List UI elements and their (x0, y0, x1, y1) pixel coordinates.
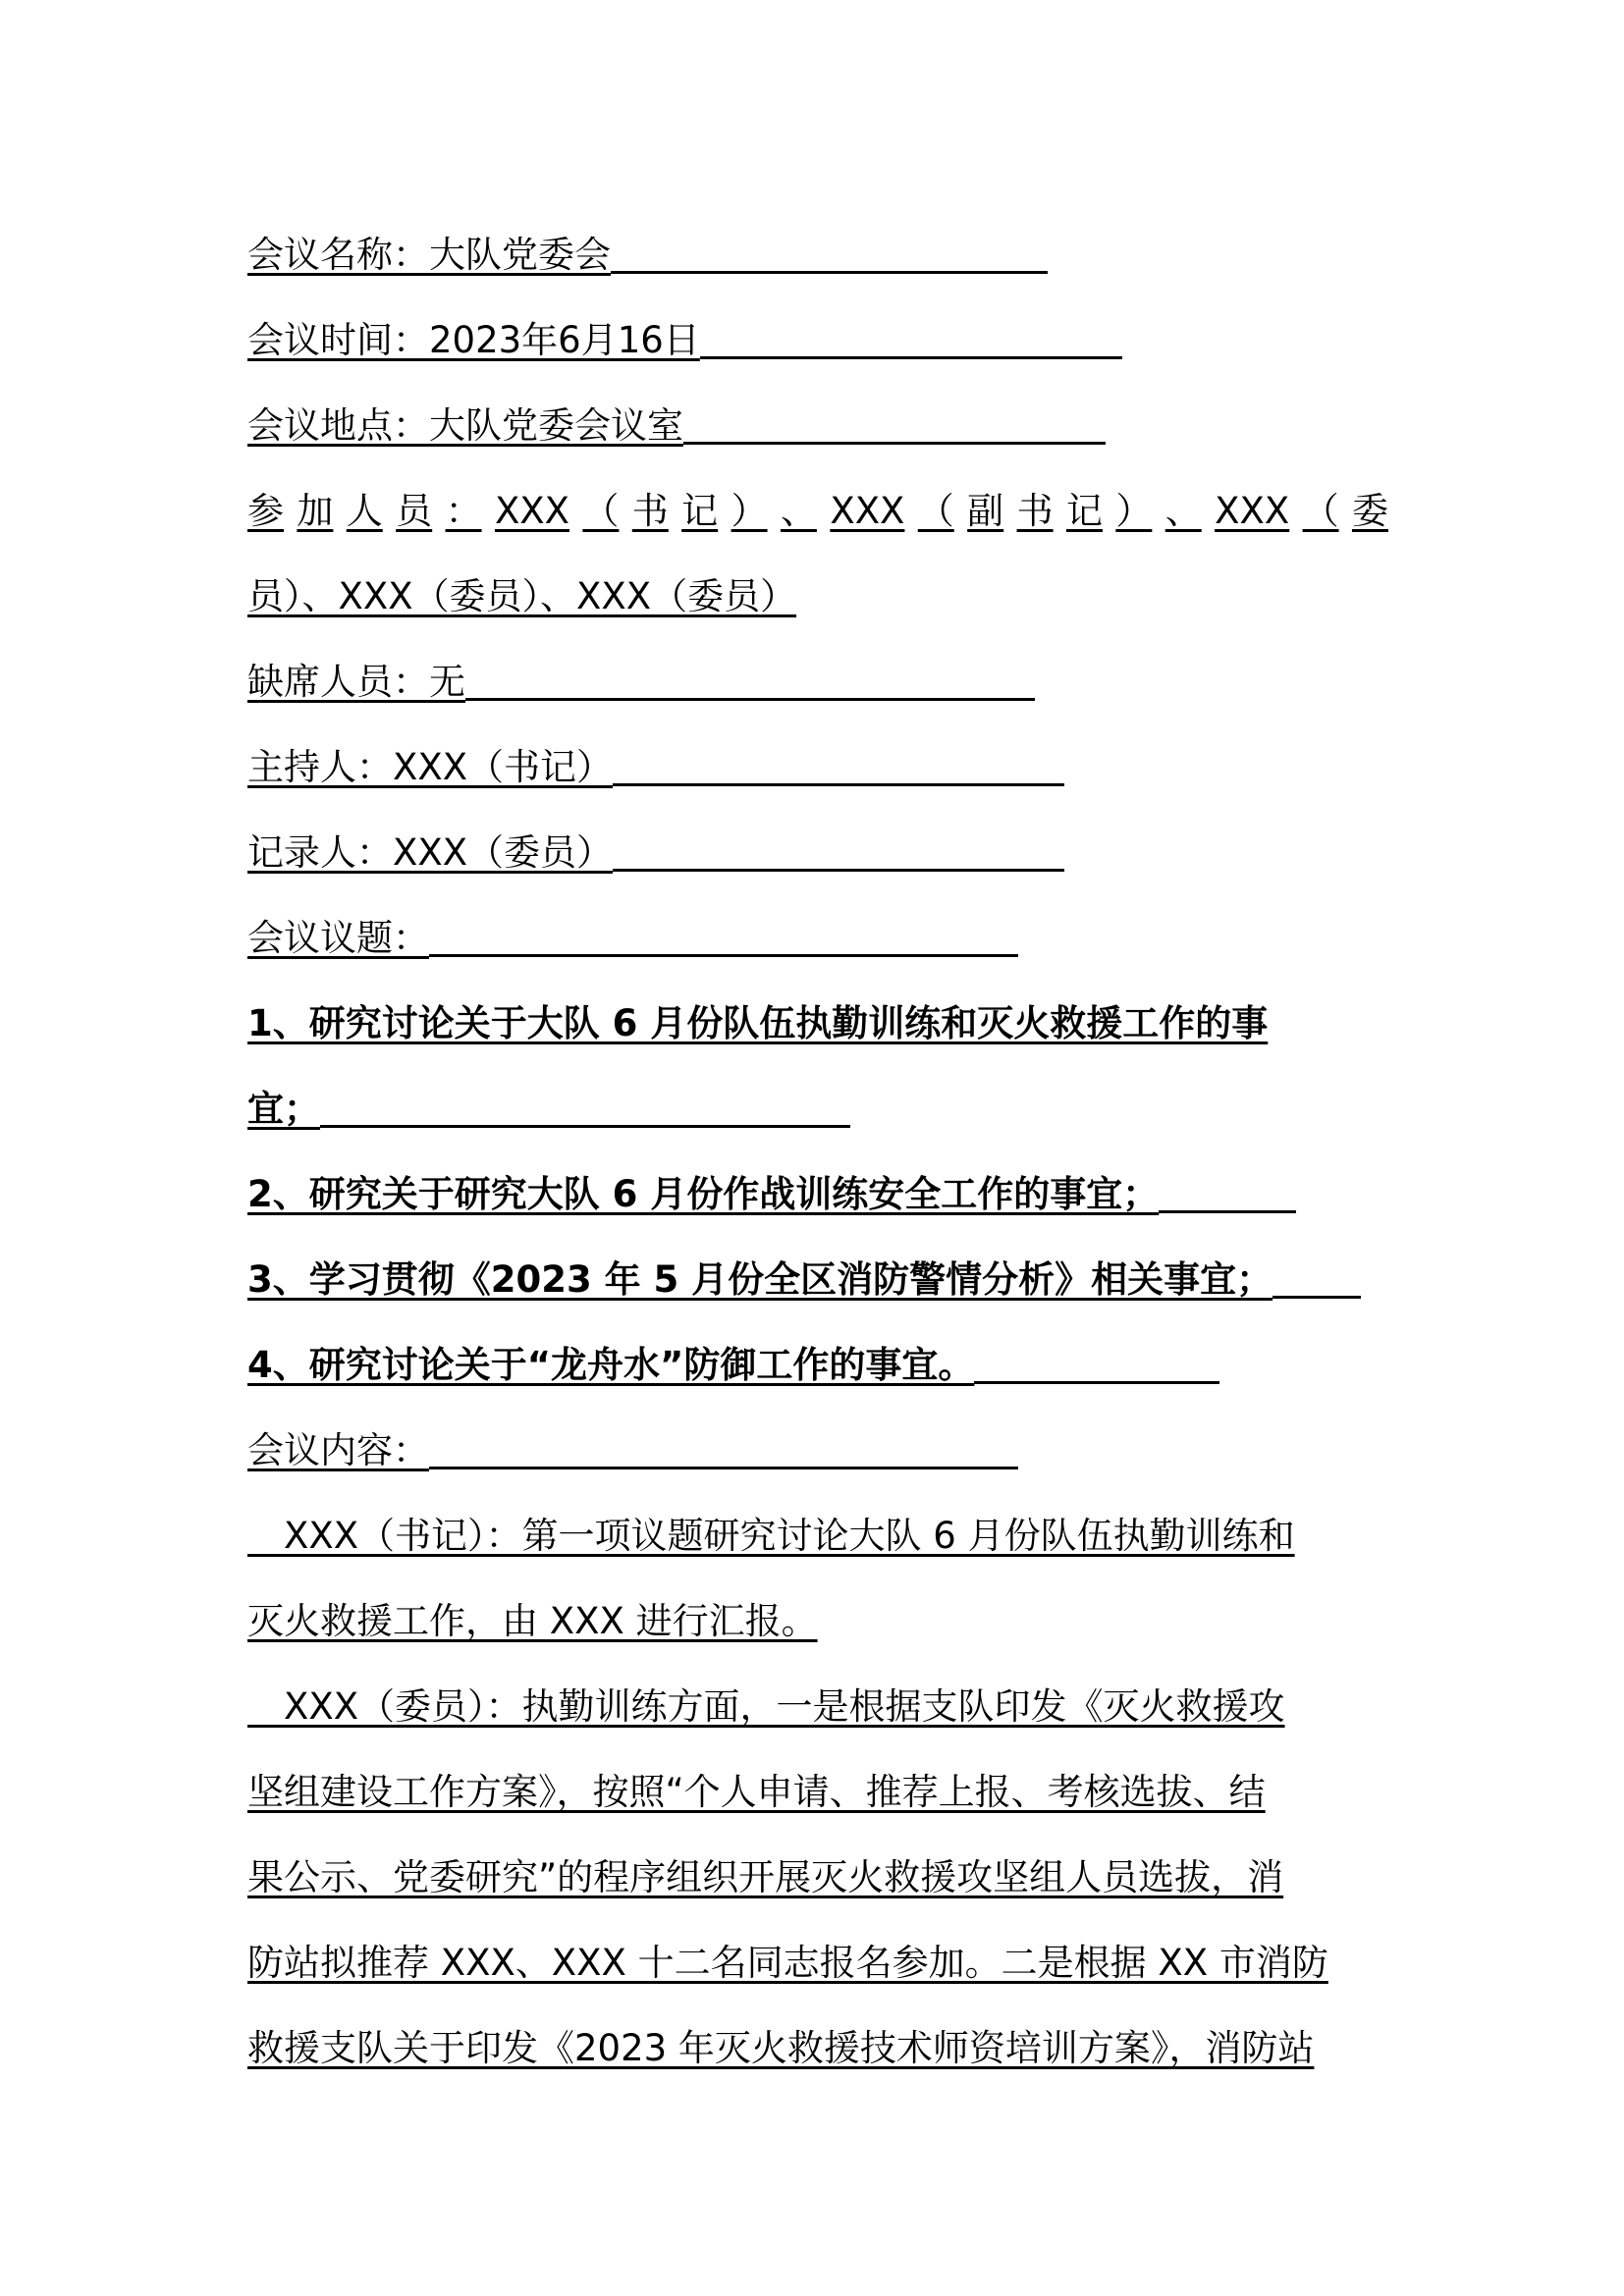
attendees-line-1 (247, 482, 1388, 541)
underline-fill (700, 311, 1122, 359)
absent-line (247, 653, 1035, 712)
content-text: XXX（书记）：第一项议题研究讨论大队 6 月份队伍执勤训练和 (247, 1515, 1295, 1557)
content-para-1-line-2 (247, 1592, 818, 1651)
underline-fill (1272, 1251, 1361, 1299)
attendees-char: （ (582, 490, 620, 532)
underline-fill (429, 1421, 1018, 1469)
meeting-location-label: 会议地点： (247, 404, 429, 447)
content-para-2-line-1 (247, 1678, 1285, 1736)
host-line (247, 738, 1064, 797)
recorder-line (247, 824, 1064, 882)
agenda-label-line (247, 909, 1018, 968)
agenda-item-2 (247, 1165, 1296, 1224)
agenda-item-text: 4、研究讨论关于“龙舟水”防御工作的事宜。 (247, 1344, 975, 1386)
content-label: 会议内容： (247, 1429, 429, 1471)
underline-fill (613, 738, 1064, 786)
content-para-2-line-4 (247, 1934, 1328, 1993)
attendees-char: XXX (494, 490, 569, 532)
content-text: XXX（委员）：执勤训练方面，一是根据支队印发《灭火救援攻 (247, 1685, 1285, 1728)
attendees-char: 、 (1164, 490, 1202, 532)
agenda-item-3 (247, 1251, 1361, 1309)
recorder-label: 记录人： (247, 831, 393, 874)
agenda-item-1-line-2 (247, 1080, 850, 1139)
underline-fill (611, 226, 1048, 274)
underline-fill (1159, 1165, 1296, 1213)
content-text: 坚组建设工作方案》，按照“个人申请、推荐上报、考核选拔、结 (247, 1771, 1266, 1813)
attendees-char: ） (731, 490, 768, 532)
attendees-continuation: 员）、XXX（委员）、XXX（委员） (247, 575, 797, 617)
attendees-char: 书 (631, 490, 669, 532)
underline-fill (465, 653, 1035, 701)
absent-label: 缺席人员： (247, 661, 429, 703)
content-para-2-line-3 (247, 1848, 1283, 1907)
content-text: 灭火救援工作，由 XXX 进行汇报。 (247, 1600, 818, 1642)
attendees-line-2 (247, 567, 796, 626)
agenda-item-text: 宜； (247, 1088, 320, 1130)
content-text: 果公示、党委研究”的程序组织开展灭火救援攻坚组人员选拔，消 (247, 1856, 1284, 1898)
attendees-char: 书 (1016, 490, 1054, 532)
agenda-item-4 (247, 1336, 1219, 1395)
content-text: 防站拟推荐 XXX、XXX 十二名同志报名参加。二是根据 XX 市消防 (247, 1942, 1328, 1984)
attendees-char: ） (1115, 490, 1153, 532)
meeting-name-line (247, 226, 1048, 285)
attendees-char: 、 (780, 490, 817, 532)
recorder-value: XXX（委员） (393, 831, 614, 874)
meeting-time-label: 会议时间： (247, 319, 429, 361)
meeting-time-value: 2023年6月16日 (429, 319, 700, 361)
agenda-item-text: 2、研究关于研究大队 6 月份作战训练安全工作的事宜； (247, 1173, 1160, 1215)
agenda-item-1-line-1 (247, 994, 1388, 1053)
meeting-name-label: 会议名称： (247, 234, 429, 276)
attendees-char: XXX (830, 490, 905, 532)
content-para-2-line-2 (247, 1763, 1266, 1822)
attendees-char: 委 (1351, 490, 1388, 532)
host-label: 主持人： (247, 746, 393, 788)
attendees-char: 人 (346, 490, 383, 532)
underline-fill (429, 909, 1018, 957)
attendees-char: 加 (297, 490, 334, 532)
absent-value: 无 (429, 661, 465, 703)
attendees-char: 副 (967, 490, 1004, 532)
meeting-location-line (247, 397, 1106, 455)
meeting-time-line (247, 311, 1122, 370)
content-para-2-line-5 (247, 2019, 1314, 2078)
attendees-char: 参 (247, 490, 284, 532)
host-value: XXX（书记） (393, 746, 614, 788)
attendees-char: 员 (396, 490, 433, 532)
content-para-1-line-1 (247, 1507, 1295, 1566)
meeting-name-value: 大队党委会 (429, 234, 611, 276)
agenda-item-text: 3、学习贯彻《2023 年 5 月份全区消防警情分析》相关事宜； (247, 1258, 1273, 1301)
attendees-char: XXX (1215, 490, 1290, 532)
meeting-location-value: 大队党委会议室 (429, 404, 683, 447)
underline-fill (974, 1336, 1219, 1384)
agenda-item-text: 1、研究讨论关于大队 6 月份队伍执勤训练和灭火救援工作的事 (247, 1002, 1269, 1044)
content-label-line (247, 1421, 1018, 1480)
attendees-char: 记 (1065, 490, 1103, 532)
underline-fill (320, 1080, 850, 1128)
underline-fill (613, 824, 1064, 872)
attendees-char: ： (445, 490, 482, 532)
attendees-char: （ (1302, 490, 1339, 532)
agenda-label: 会议议题： (247, 917, 429, 959)
content-text: 救援支队关于印发《2023 年灭火救援技术师资培训方案》，消防站 (247, 2027, 1315, 2069)
attendees-char: （ (917, 490, 954, 532)
underline-fill (683, 397, 1106, 445)
attendees-char: 记 (681, 490, 719, 532)
